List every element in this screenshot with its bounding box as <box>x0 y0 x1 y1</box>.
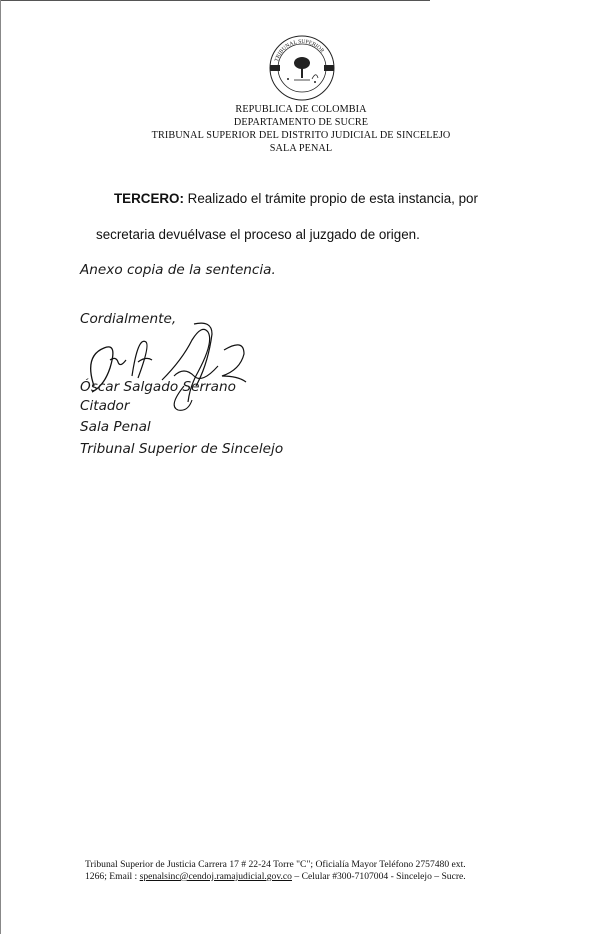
signer-title: Citador <box>80 398 130 414</box>
top-border-line <box>0 0 430 1</box>
signer-court: Tribunal Superior de Sincelejo <box>80 441 284 457</box>
header-tribunal: TRIBUNAL SUPERIOR DEL DISTRITO JUDICIAL DE SINCELEJO <box>151 130 451 141</box>
closing-salutation: Cordialmente, <box>80 311 177 327</box>
tercero-label: TERCERO: <box>114 191 184 206</box>
signer-office: Sala Penal <box>80 419 151 435</box>
document-header <box>100 103 502 155</box>
footer-address: Tribunal Superior de Justicia Carrera 17 # 22-24 Torre "C"; Oficialía Mayor Teléfono 2757480 ext. <box>85 859 466 870</box>
header-republic: REPUBLICA DE COLOMBIA <box>235 104 367 115</box>
tercero-text: Realizado el trámite propio de esta instancia, por <box>183 191 478 206</box>
header-department: DEPARTAMENTO DE SUCRE <box>233 117 369 128</box>
footer-email-link[interactable]: spenalsinc@cendoj.ramajudicial.gov.co <box>139 871 292 882</box>
signer-name: Óscar Salgado Serrano <box>80 379 236 395</box>
footer-contact <box>85 871 525 883</box>
footer-email-prefix: 1266; Email : <box>85 871 140 882</box>
tercero-paragraph-line2: secretaria devuélvase el proceso al juzgado de origen. <box>96 227 420 242</box>
tribunal-seal-icon <box>268 34 336 102</box>
left-border-line <box>0 0 1 934</box>
footer-phone: – Celular #300-7107004 - Sincelejo – Sucre. <box>291 871 466 882</box>
svg-text:TRIBUNAL SUPERIOR: TRIBUNAL SUPERIOR <box>273 38 326 63</box>
header-chamber: SALA PENAL <box>269 143 333 154</box>
tercero-paragraph-line1 <box>114 191 478 206</box>
anexo-note: Anexo copia de la sentencia. <box>80 262 276 278</box>
document-footer <box>85 859 525 883</box>
